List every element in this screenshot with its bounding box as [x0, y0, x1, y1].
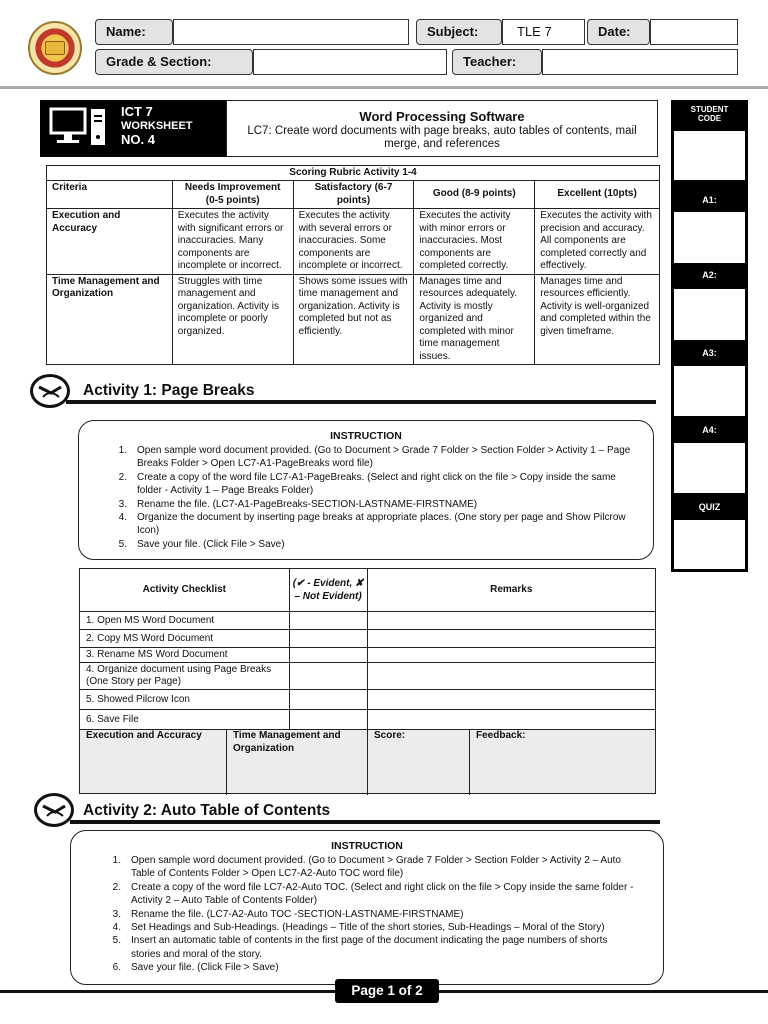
a3-score-box[interactable] [674, 366, 745, 416]
a3-label: A3: [702, 348, 717, 358]
worksheet-number: NO. 4 [121, 132, 155, 147]
activity-pen-icon [34, 793, 74, 827]
worksheet-title: Word Processing Software [359, 109, 525, 124]
rubric-cell: Executes the activity with several errors or inaccuracies. Some components are incomplete or incorrect. [293, 209, 414, 275]
rubric-caption: Scoring Rubric Activity 1-4 [47, 166, 660, 181]
rubric-header-good: Good (8-9 points) [414, 181, 535, 209]
evident-header: (✔ - Evident, ✘ – Not Evident) [289, 569, 367, 612]
quiz-label: QUIZ [698, 502, 721, 512]
subject-field[interactable]: TLE 7 [502, 19, 585, 45]
name-label: Name: [95, 19, 173, 45]
activity2-heading: Activity 2: Auto Table of Contents [83, 802, 331, 819]
header-divider [0, 86, 768, 89]
a4-label: A4: [702, 425, 717, 435]
feedback-label: Feedback: [476, 730, 526, 741]
table-row [47, 209, 660, 275]
table-row [80, 612, 656, 630]
list-item: 3. Rename the file. (LC7-A2-Auto TOC -SECTION-LASTNAME-FIRSTNAME) [112, 908, 464, 920]
evident-cell[interactable] [289, 710, 367, 730]
learning-competency: LC7: Create word documents with page breaks, auto tables of contents, mail merge, and references [247, 125, 637, 150]
a1-label: A1: [702, 195, 717, 205]
quiz-score-box[interactable] [674, 520, 745, 569]
activity1-steps [113, 444, 633, 551]
grade-section-label: Grade & Section: [95, 49, 253, 75]
student-code-box[interactable] [674, 131, 745, 180]
worksheet-label: WORKSHEET [121, 120, 193, 132]
subject-label: Subject: [416, 19, 502, 45]
list-item: 4. Set Headings and Sub-Headings. (Headings – Title of the short stories, Sub-Headings – Moral of the Story) [112, 922, 605, 934]
student-code-label: STUDENT CODE [690, 105, 729, 123]
evident-cell[interactable] [289, 663, 367, 690]
page-number: Page 1 of 2 [335, 979, 439, 1003]
remarks-cell[interactable] [367, 648, 655, 663]
rubric-cell: Shows some issues with time management and organization. Activity is completed but not as efficiently. [293, 274, 414, 365]
time-management-label: Time Management and Organization [227, 730, 368, 795]
scoring-rubric-table [46, 165, 660, 365]
evident-cell[interactable] [289, 648, 367, 663]
checklist-item: 1. Open MS Word Document [80, 612, 290, 630]
activity2-steps [107, 854, 639, 975]
title-box [226, 100, 658, 157]
list-item: 1. Open sample word document provided. (Go to Document > Grade 7 Folder > Section Folder > Activity 2 – Auto Table of Contents Folder > Open LC7-A2-Auto TOC word file) [112, 855, 621, 880]
computer-icon [49, 107, 109, 149]
score-label: Score: [368, 730, 470, 795]
table-row [47, 274, 660, 365]
remarks-cell[interactable] [367, 690, 655, 710]
table-row [80, 630, 656, 648]
activity1-underline [66, 400, 656, 404]
activity1-evaluation-row [79, 729, 656, 794]
activity-pen-icon [30, 374, 70, 408]
list-item: 4. Organize the document by inserting page breaks at appropriate places. (One story per page and Show Pilcrow Icon) [118, 512, 626, 537]
a4-score-box[interactable] [674, 443, 745, 493]
rubric-cell: Executes the activity with significant errors or inaccuracies. Many components are incomplete or incorrect. [172, 209, 293, 275]
teacher-field[interactable] [542, 49, 738, 75]
evident-cell[interactable] [289, 630, 367, 648]
activity-checklist-table [79, 568, 656, 730]
grade-section-field[interactable] [253, 49, 447, 75]
rubric-header-criteria: Criteria [47, 181, 173, 209]
rubric-cell: Executes the activity with precision and accuracy. All components are completed correctly and effectively. [535, 209, 660, 275]
instruction-title: INSTRUCTION [331, 840, 403, 852]
rubric-criteria-cell: Execution and Accuracy [47, 209, 173, 275]
ict-grade: ICT 7 [121, 104, 153, 119]
list-item: 3. Rename the file. (LC7-A1-PageBreaks-SECTION-LASTNAME-FIRSTNAME) [118, 498, 478, 510]
rubric-cell: Manages time and resources efficiently. Activity is well-organized and completed within the given timeframe. [535, 274, 660, 365]
activity2-underline [70, 820, 660, 824]
date-label: Date: [587, 19, 650, 45]
rubric-cell: Manages time and resources adequately. Activity is mostly organized and completed with minor time management issues. [414, 274, 535, 365]
execution-accuracy-label: Execution and Accuracy [80, 730, 227, 795]
rubric-criteria-cell: Time Management and Organization [47, 274, 173, 365]
evident-cell[interactable] [289, 690, 367, 710]
school-logo [28, 21, 82, 75]
book-emblem-icon [45, 41, 65, 55]
checklist-header: Activity Checklist [80, 569, 290, 612]
remarks-cell[interactable] [367, 663, 655, 690]
a1-score-box[interactable] [674, 212, 745, 263]
rubric-header-needs-improvement: Needs Improvement (0-5 points) [172, 181, 293, 209]
table-row [80, 690, 656, 710]
checklist-item: 5. Showed Pilcrow Icon [80, 690, 290, 710]
checklist-item: 2. Copy MS Word Document [80, 630, 290, 648]
list-item: 6. Save your file. (Click File > Save) [112, 962, 279, 974]
checklist-item: 4. Organize document using Page Breaks (One Story per Page) [80, 663, 290, 690]
a2-label: A2: [702, 270, 717, 280]
name-field[interactable] [173, 19, 409, 45]
list-item: 2. Create a copy of the word file LC7-A1-PageBreaks. (Select and right click on the file > Copy inside the same folder - Activity 1 – Page Breaks Folder) [118, 471, 616, 497]
remarks-cell[interactable] [367, 612, 655, 630]
remarks-cell[interactable] [367, 630, 655, 648]
table-row [80, 710, 656, 730]
rubric-header-satisfactory: Satisfactory (6-7 points) [293, 181, 414, 209]
rubric-header-excellent: Excellent (10pts) [535, 181, 660, 209]
list-item: 2. Create a copy of the word file LC7-A2-Auto TOC. (Select and right click on the file > Copy inside the same folder - Activity 2 – Auto Table of Contents Folder) [112, 881, 634, 907]
list-item: 5. Insert an automatic table of contents in the first page of the document indicating the page numbers of shorts stories and moral of the story. [112, 935, 608, 960]
list-item: 1. Open sample word document provided. (Go to Document > Grade 7 Folder > Section Folder > Activity 1 – Page Breaks Folder > Open LC7-A1-PageBreaks word file) [118, 445, 631, 470]
evident-cell[interactable] [289, 612, 367, 630]
table-row [80, 648, 656, 663]
list-item: 5. Save your file. (Click File > Save) [118, 538, 285, 550]
a2-score-box[interactable] [674, 289, 745, 340]
instruction-title: INSTRUCTION [330, 430, 402, 442]
remarks-cell[interactable] [367, 710, 655, 730]
rubric-cell: Executes the activity with minor errors or inaccuracies. Most components are completed correctly. [414, 209, 535, 275]
activity2-instruction-box [70, 830, 664, 985]
activity1-heading: Activity 1: Page Breaks [83, 382, 255, 399]
table-row [80, 663, 656, 690]
rubric-cell: Struggles with time management and organization. Activity is incomplete or poorly organized. [172, 274, 293, 365]
score-sidebar [671, 100, 748, 572]
remarks-header: Remarks [367, 569, 655, 612]
ict-badge [40, 100, 226, 157]
checklist-item: 6. Save File [80, 710, 290, 730]
date-field[interactable] [650, 19, 738, 45]
checklist-item: 3. Rename MS Word Document [80, 648, 290, 663]
teacher-label: Teacher: [452, 49, 542, 75]
activity1-instruction-box [78, 420, 654, 560]
